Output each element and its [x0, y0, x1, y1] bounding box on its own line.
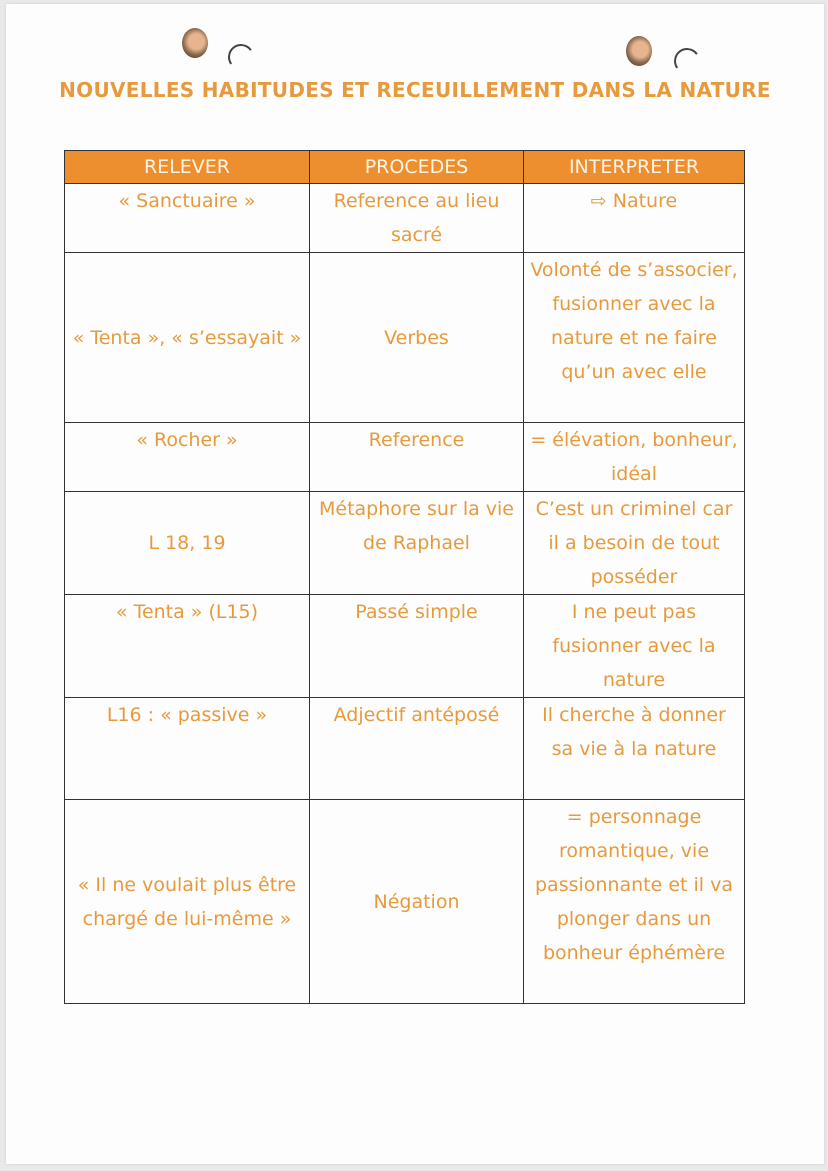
table-row: [65, 253, 745, 423]
cell-procedes: Reference au lieu sacré: [310, 184, 524, 253]
cell-procedes: Passé simple: [310, 595, 524, 698]
cell-interpreter: ⇨ Nature: [524, 184, 745, 253]
punch-hole-left: [182, 28, 208, 58]
hole-reinforcement-left: [226, 42, 256, 72]
page-title: NOUVELLES HABITUDES ET RECEUILLEMENT DANS LA NATURE: [59, 78, 771, 102]
cell-procedes: Négation: [310, 800, 524, 1004]
header-interpreter: INTERPRETER: [524, 151, 745, 184]
table-row: [65, 800, 745, 1004]
table-row: [65, 423, 745, 492]
cell-interpreter: Il cherche à donner sa vie à la nature: [524, 698, 745, 800]
table-header-row: [65, 151, 745, 184]
punch-hole-right: [626, 36, 652, 66]
header-relever: RELEVER: [65, 151, 310, 184]
cell-relever: « Tenta », « s’essayait »: [65, 253, 310, 423]
cell-relever: « Sanctuaire »: [65, 184, 310, 253]
cell-interpreter: = élévation, bonheur, idéal: [524, 423, 745, 492]
cell-relever: L16 : « passive »: [65, 698, 310, 800]
table-row: [65, 595, 745, 698]
cell-relever: « Rocher »: [65, 423, 310, 492]
header-procedes: PROCEDES: [310, 151, 524, 184]
cell-relever: « Tenta » (L15): [65, 595, 310, 698]
cell-relever: « Il ne voulait plus être chargé de lui-même »: [65, 800, 310, 1004]
cell-interpreter: C’est un criminel car il a besoin de tout posséder: [524, 492, 745, 595]
cell-procedes: Adjectif antéposé: [310, 698, 524, 800]
table-row: [65, 492, 745, 595]
table-row: [65, 698, 745, 800]
cell-procedes: Reference: [310, 423, 524, 492]
cell-procedes: Métaphore sur la vie de Raphael: [310, 492, 524, 595]
cell-interpreter: Volonté de s’associer, fusionner avec la nature et ne faire qu’un avec elle: [524, 253, 745, 423]
analysis-table: [64, 150, 745, 1004]
cell-procedes: Verbes: [310, 253, 524, 423]
cell-relever: L 18, 19: [65, 492, 310, 595]
cell-interpreter: I ne peut pas fusionner avec la nature: [524, 595, 745, 698]
cell-interpreter: = personnage romantique, vie passionnante et il va plonger dans un bonheur éphémère: [524, 800, 745, 1004]
hole-reinforcement-right: [672, 46, 702, 76]
table-row: [65, 184, 745, 253]
